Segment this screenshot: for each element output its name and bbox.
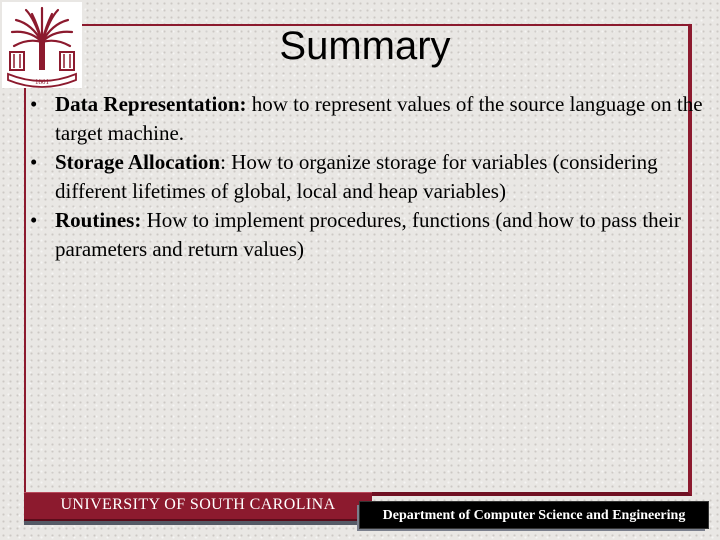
logo-year: 1801 (35, 78, 49, 86)
department-name-banner: Department of Computer Science and Engineering (360, 502, 708, 528)
palmetto-seal-icon (2, 2, 82, 88)
bullet-text: : How to organize storage for variables (considering different lifetimes of global, local and heap variables) (55, 150, 658, 203)
slide-title: Summary (279, 24, 451, 68)
bullet-term: Data Representation: (55, 92, 247, 116)
bullet-term: Routines: (55, 208, 142, 232)
bullet-glyph: • (30, 208, 38, 232)
university-logo (2, 2, 82, 88)
bullet-glyph: • (30, 150, 38, 174)
bullet-item-storage-allocation (30, 148, 720, 206)
bullet-item-data-representation (30, 90, 720, 148)
bullet-glyph: • (30, 92, 38, 116)
bullet-item-routines (30, 206, 720, 264)
bullet-text: how to represent values of the source language on the target machine. (55, 92, 703, 145)
bullet-list (30, 90, 720, 264)
bullet-term: Storage Allocation (55, 150, 221, 174)
bullet-text: How to implement procedures, functions (and how to pass their parameters and return values) (55, 208, 681, 261)
university-name-banner: UNIVERSITY OF SOUTH CAROLINA (24, 492, 372, 521)
